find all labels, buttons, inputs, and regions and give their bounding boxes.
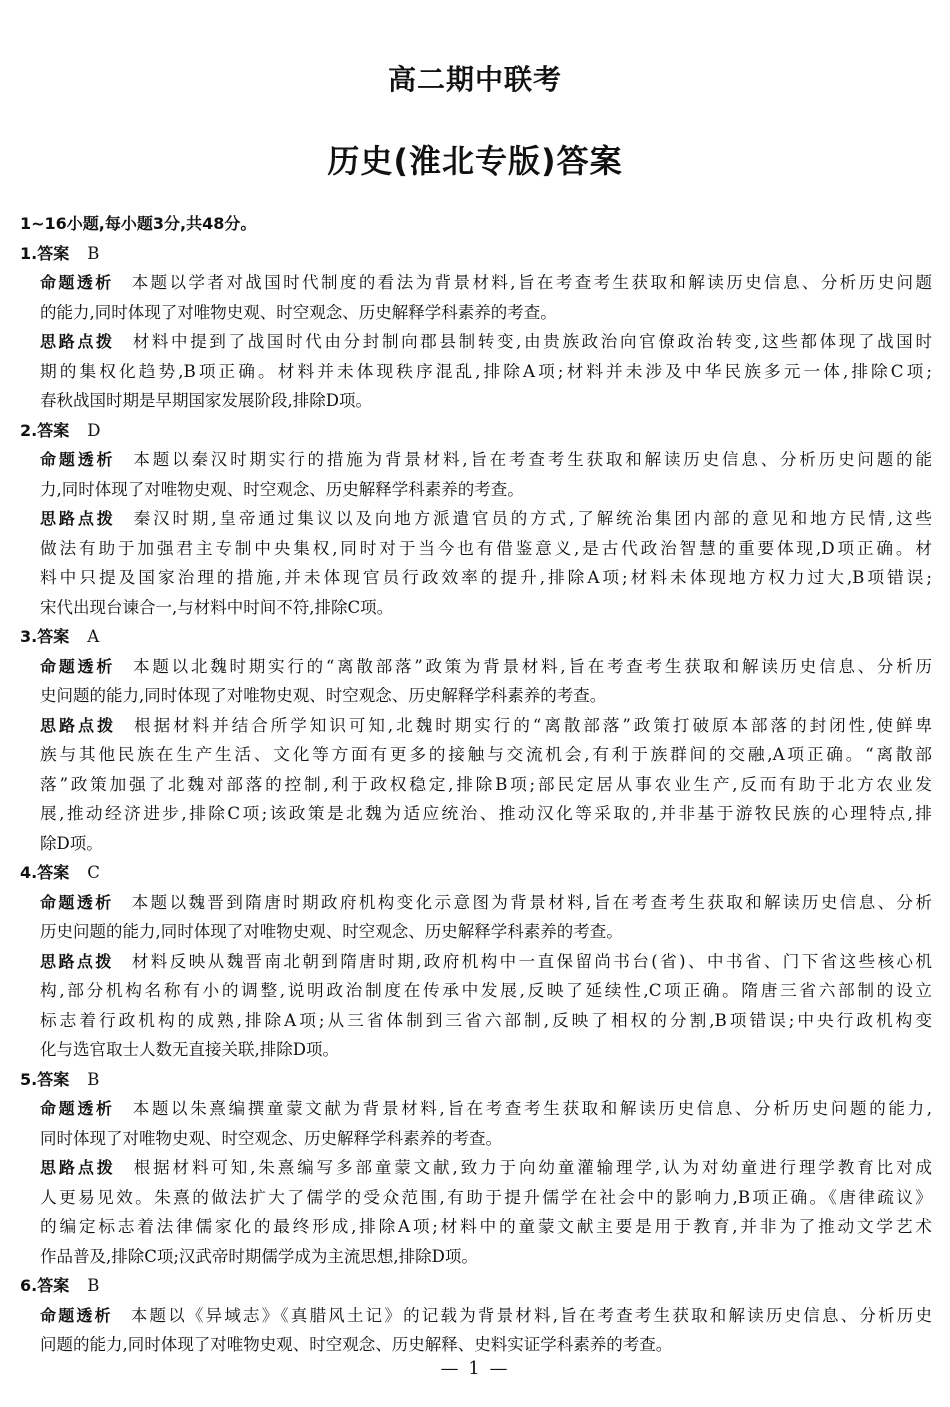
analysis-line: 命题透析 本题以学者对战国时代制度的看法为背景材料,旨在考查考生获取和解读历史信息、分析历史问题: [40, 273, 932, 292]
answer-value: B: [87, 1069, 100, 1089]
hint-label: 思路点拨: [40, 951, 114, 971]
answer-label: 答案: [37, 863, 70, 882]
hint-line: 除D项。: [40, 833, 103, 853]
hint-line: 思路点拨 根据材料并结合所学知识可知,北魏时期实行的“离散部落”政策打破原本部落的封闭性,使鲜卑: [40, 715, 932, 735]
answer-label: 答案: [37, 1069, 70, 1089]
analysis-line: 命题透析 本题以魏晋到隋唐时期政府机构变化示意图为背景材料,旨在考查考生获取和解读历史信息、分析: [40, 892, 932, 912]
answer-value: A: [87, 627, 100, 646]
hint-line: 展,推动经济进步,排除C项;该政策是北魏为适应统治、推动汉化等采取的,并非基于游牧民族的心理特点,排: [40, 803, 932, 823]
analysis-label: 命题透析: [40, 450, 116, 469]
question-number: 4.: [20, 863, 38, 882]
analysis-label: 命题透析: [40, 892, 114, 912]
analysis-line: 命题透析 本题以秦汉时期实行的措施为背景材料,旨在考查考生获取和解读历史信息、分析历史问题的能: [40, 450, 932, 469]
hint-line: 思路点拨 材料反映从魏晋南北朝到隋唐时期,政府机构中一直保留尚书台(省)、中书省、门下省这些核心机: [40, 951, 932, 971]
hint-label: 思路点拨: [40, 715, 117, 735]
hint-line: 标志着行政机构的成熟,排除A项;从三省体制到三省六部制,反映了相权的分割,B项错误;中央行政机构变: [40, 1009, 932, 1030]
hint-line: 思路点拨 秦汉时期,皇帝通过集议以及向地方派遣官员的方式,了解统治集团内部的意见和地方民情,这些: [40, 509, 932, 528]
hint-line: 思路点拨 材料中提到了战国时代由分封制向郡县制转变,由贵族政治向官僚政治转变,这些都体现了战国时: [40, 332, 932, 351]
analysis-line: 命题透析 本题以北魏时期实行的“离散部落”政策为背景材料,旨在考查考生获取和解读历史信息、分析历: [40, 656, 932, 676]
answer-line-q5: [20, 1065, 932, 1095]
answer-value: D: [87, 420, 101, 440]
answer-line-q3: [20, 622, 932, 652]
question-number: 5.: [20, 1069, 38, 1089]
analysis-label: 命题透析: [40, 1305, 113, 1325]
exam-title: 高二期中联考: [387, 63, 562, 96]
analysis-label: 命题透析: [40, 273, 114, 292]
answer-value: B: [87, 1276, 100, 1295]
hint-line: 落”政策加强了北魏对部落的控制,利于政权稳定,排除B项;部民定居从事农业生产,反而有助于北方农业发: [40, 773, 932, 794]
hint-line: 思路点拨 根据材料可知,朱熹编写多部童蒙文献,致力于向幼童灌输理学,认为对幼童进行理学教育比对成: [40, 1158, 932, 1177]
hint-line: 料中只提及国家治理的措施,并未体现官员行政效率的提升,排除A项;材料未体现地方权力过大,B项错误;: [40, 567, 932, 587]
question-number: 2.: [20, 420, 38, 440]
hint-line: 春秋战国时期是早期国家发展阶段,排除D项。: [40, 391, 372, 410]
analysis-line: 历史问题的能力,同时体现了对唯物史观、时空观念、历史解释学科素养的考查。: [40, 922, 623, 941]
analysis-line: 同时体现了对唯物史观、时空观念、历史解释学科素养的考查。: [40, 1128, 502, 1148]
analysis-label: 命题透析: [40, 656, 116, 676]
page-number: — 1 —: [440, 1358, 510, 1379]
answer-value: C: [87, 863, 100, 882]
intro-line: 1~16小题,每小题3分,共48分。: [20, 214, 257, 233]
hint-line: 作品普及,排除C项;汉武帝时期儒学成为主流思想,排除D项。: [40, 1246, 478, 1266]
answer-line-q4: [20, 858, 932, 888]
answer-label: 答案: [37, 420, 70, 440]
subject-title: 历史(淮北专版)答案: [327, 142, 623, 180]
analysis-line: 的能力,同时体现了对唯物史观、时空观念、历史解释学科素养的考查。: [40, 302, 557, 322]
analysis-line: 命题透析 本题以《异域志》《真腊风土记》的记载为背景材料,旨在考查考生获取和解读历史信息、分析历史: [40, 1305, 932, 1325]
hint-line: 宋代出现台谏合一,与材料中时间不符,排除C项。: [40, 597, 394, 617]
answer-label: 答案: [37, 1276, 70, 1295]
answer-label: 答案: [37, 243, 70, 263]
question-number: 3.: [20, 627, 38, 646]
answer-line-q6: [20, 1271, 932, 1301]
analysis-label: 命题透析: [40, 1099, 115, 1118]
analysis-line: 力,同时体现了对唯物史观、时空观念、历史解释学科素养的考查。: [40, 479, 524, 499]
answers-content: [20, 209, 932, 1360]
answer-line-q1: [20, 239, 932, 269]
hint-line: 族与其他民族在生产生活、文化等方面有更多的接触与交流机会,有利于族群间的交融,A项正确。“离散部: [40, 744, 932, 764]
hint-line: 期的集权化趋势,B项正确。材料并未体现秩序混乱,排除A项;材料并未涉及中华民族多元一体,排除C项;: [40, 360, 932, 381]
question-number: 6.: [20, 1276, 38, 1295]
hint-line: 化与选官取士人数无直接关联,排除D项。: [40, 1040, 339, 1059]
analysis-line: 问题的能力,同时体现了对唯物史观、时空观念、历史解释、史料实证学科素养的考查。: [40, 1335, 673, 1354]
hint-label: 思路点拨: [40, 332, 115, 351]
hint-line: 构,部分机构名称有小的调整,说明政治制度在传承中发展,反映了延续性,C项正确。隋唐三省六部制的设立: [40, 980, 932, 1000]
hint-line: 的编定标志着法律儒家化的最终形成,排除A项;材料中的童蒙文献主要是用于教育,并非为了推动文学艺术: [40, 1216, 932, 1236]
hint-label: 思路点拨: [40, 1158, 116, 1177]
hint-label: 思路点拨: [40, 509, 116, 528]
question-number: 1.: [20, 243, 38, 263]
answer-value: B: [87, 243, 100, 263]
hint-line: 做法有助于加强君主专制中央集权,同时对于当今也有借鉴意义,是古代政治智慧的重要体现,D项正确。材: [40, 537, 932, 558]
answer-line-q2: [20, 416, 932, 446]
hint-line: 人更易见效。朱熹的做法扩大了儒学的受众范围,有助于提升儒学在社会中的影响力,B项正确。《唐律疏议》: [40, 1186, 932, 1207]
analysis-line: 命题透析 本题以朱熹编撰童蒙文献为背景材料,旨在考查考生获取和解读历史信息、分析历史问题的能力,: [40, 1099, 932, 1118]
answer-label: 答案: [37, 627, 70, 646]
analysis-line: 史问题的能力,同时体现了对唯物史观、时空观念、历史解释学科素养的考查。: [40, 686, 607, 705]
